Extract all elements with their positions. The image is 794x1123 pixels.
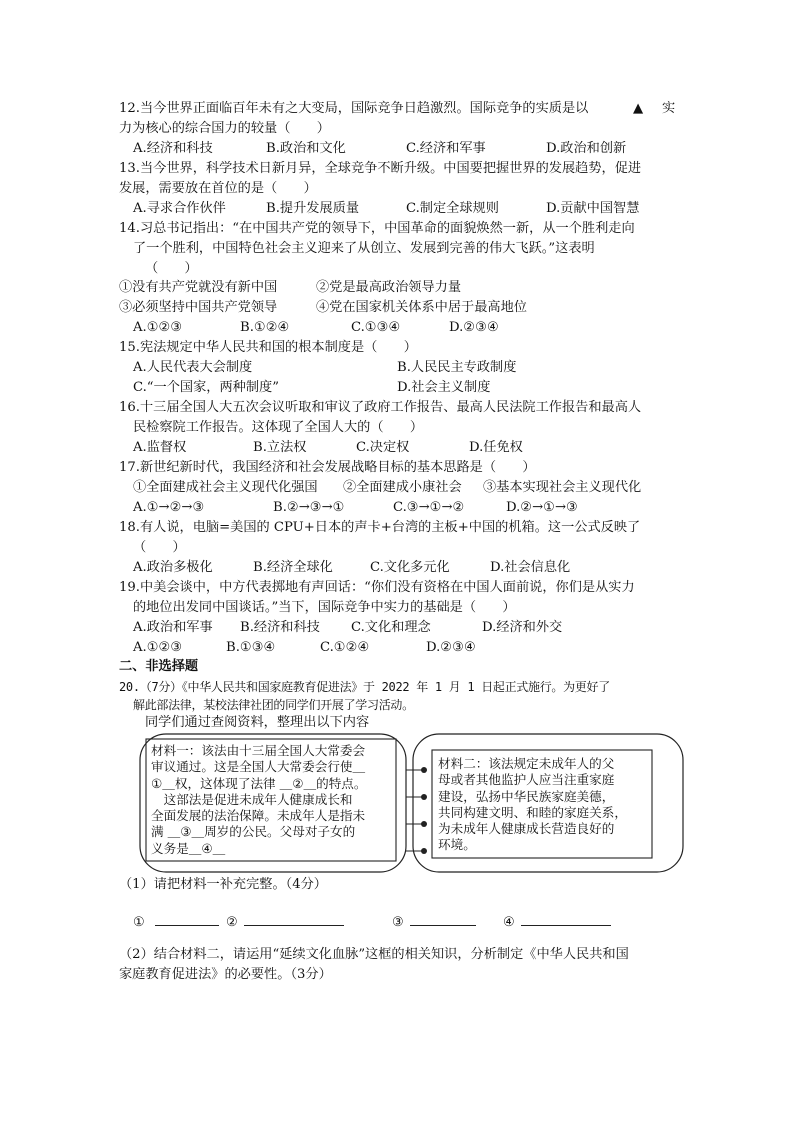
blank-3-label: ③: [392, 915, 404, 930]
q12-option-b: B.政治和文化: [266, 141, 346, 156]
q16-option-c: C.决定权: [356, 440, 410, 455]
q19-option-d: D.经济和外交: [482, 620, 563, 635]
q14-stem-line1: 14.习总书记指出：“在中国共产党的领导下，中国革命的面貌焕然一新，从一个胜利走向: [119, 221, 635, 236]
q16-option-a: A.监督权: [133, 440, 187, 455]
material-two-line: 母或者其他监护人应当注重家庭: [438, 772, 615, 788]
q14-stem-line2: 了一个胜利，中国特色社会主义迎来了从创立、发展到完善的伟大飞跃。”这表明: [133, 241, 595, 256]
q18-option-b: B.经济全球化: [253, 560, 333, 575]
material-one-line: 满 ＿③＿周岁的公民。父母对子女的: [151, 824, 356, 840]
material-two-text: [438, 756, 627, 854]
q12-stem-line2: 力为核心的综合国力的较量（ ）: [119, 121, 330, 136]
connector-dot-2: [421, 794, 427, 800]
q16-option-d: D.任免权: [469, 440, 523, 455]
q13-stem-line2: 发展，需要放在首位的是（ ）: [119, 181, 317, 196]
extra-option-d: D.②③④: [426, 640, 476, 655]
q12-marker: ▲: [633, 101, 644, 116]
q13-option-b: B.提升发展质量: [266, 201, 360, 216]
q17-option-a: A.①→②→③: [133, 500, 205, 515]
q20-sub2-line1: （2）结合材料二，请运用“延续文化血脉”这框的相关知识，分析制定《中华人民共和国: [119, 947, 629, 962]
q12-option-d: D.政治和创新: [546, 141, 627, 156]
q17-statement-1: ①全面建成社会主义现代化强国: [133, 480, 318, 495]
blank-4-label: ④: [503, 915, 515, 930]
q12-stem-line1-end: 实: [662, 101, 676, 116]
q20-sub1: （1）请把材料一补充完整。（4分）: [119, 877, 327, 892]
q15-option-a: A.人民代表大会制度: [133, 360, 253, 375]
blank-1-line[interactable]: [155, 911, 219, 926]
q20-intro-line3: 同学们通过查阅资料，整理出以下内容: [145, 715, 370, 730]
q17-statement-3: ③基本实现社会主义现代化: [483, 480, 642, 495]
q18-option-a: A.政治多极化: [133, 560, 213, 575]
q13-option-c: C.制定全球规则: [406, 201, 499, 216]
q13-option-a: A.寻求合作伙伴: [133, 201, 226, 216]
q15-option-c: C.“一个国家，两种制度”: [133, 380, 279, 395]
q20-intro-line1: 20.（7分）《中华人民共和国家庭教育促进法》于 2022 年 1 月 1 日起正式施行。为更好了: [119, 680, 610, 694]
answer-blank-3[interactable]: [392, 911, 476, 932]
q14-option-a: A.①②③: [133, 320, 183, 335]
q19-option-a: A.政治和军事: [133, 620, 213, 635]
blank-1-label: ①: [133, 915, 145, 930]
extra-option-c: C.①②④: [320, 640, 370, 655]
q13-stem-line1: 13.当今世界，科学技术日新月异，全球竞争不断升级。中国要把握世界的发展趋势，促进: [119, 161, 642, 176]
blank-3-line[interactable]: [410, 911, 476, 926]
material-one-line: 义务是＿④＿: [151, 840, 226, 856]
material-one-line: ①＿权，这体现了法律 ＿②＿的特点。: [151, 775, 367, 791]
material-two-line: 环境。: [438, 837, 476, 853]
material-one-line: 材料一：该法由十三届全国人大常委会: [151, 743, 366, 758]
q14-option-c: C.①③④: [351, 320, 401, 335]
q18-option-c: C.文化多元化: [370, 560, 450, 575]
q20-sub2-line2: 家庭教育促进法》的必要性。（3分）: [119, 967, 332, 982]
material-two-line: 建设，弘扬中华民族家庭美德，: [438, 788, 615, 804]
connector-dot-3: [421, 821, 427, 827]
q14-stem-line3: （ ）: [145, 261, 198, 276]
answer-blank-1[interactable]: [133, 911, 219, 932]
q12-option-c: C.经济和军事: [406, 141, 486, 156]
q14-statement-4: ④党在国家机关体系中居于最高地位: [316, 300, 527, 315]
q14-statement-3: ③必须坚持中国共产党领导: [119, 300, 278, 315]
material-two-line: 共同构建文明、和睦的家庭关系，: [438, 804, 627, 820]
q14-option-b: B.①②④: [240, 320, 290, 335]
material-one-line: 这部法是促进未成年人健康成长和: [151, 791, 353, 807]
material-one-text: [151, 743, 367, 857]
section2-title: 二、非选择题: [119, 659, 199, 674]
extra-option-b: B.①③④: [226, 640, 276, 655]
q17-stem-line1: 17.新世纪新时代，我国经济和社会发展战略目标的基本思路是（ ）: [119, 460, 536, 475]
q12-option-a: A.经济和科技: [133, 141, 213, 156]
q14-statement-2: ②党是最高政治领导力量: [316, 280, 462, 295]
q15-stem-line1: 15.宪法规定中华人民共和国的根本制度是（ ）: [119, 340, 417, 355]
q17-option-d: D.②→①→③: [506, 500, 578, 515]
q17-option-b: B.②→③→①: [273, 500, 345, 515]
connector-dot-4: [421, 848, 427, 854]
answer-blank-4[interactable]: [503, 911, 611, 932]
material-two-line: 为未成年人健康成长营造良好的: [438, 821, 615, 837]
q19-option-c: C.文化和理念: [351, 620, 431, 635]
q19-stem-line1: 19.中美会谈中，中方代表掷地有声回话：“你们没有资格在中国人面前说，你们是从实力: [119, 580, 635, 595]
q13-option-d: D.贡献中国智慧: [546, 201, 640, 216]
q16-option-b: B.立法权: [253, 440, 307, 455]
blank-2-line[interactable]: [244, 911, 344, 926]
answer-blank-2[interactable]: [226, 911, 344, 932]
q14-statement-1: ①没有共产党就没有新中国: [119, 280, 278, 295]
extra-option-a: A.①②③: [133, 640, 183, 655]
q18-option-d: D.社会信息化: [490, 560, 571, 575]
material-one-line: 全面发展的法治保障。未成年人是指未: [151, 808, 366, 824]
q12-stem-line1: 12.当今世界正面临百年未有之大变局，国际竞争日趋激烈。国际竞争的实质是以: [119, 101, 589, 116]
material-one-line: 审议通过。这是全国人大常委会行使＿: [151, 759, 366, 775]
connector-dot-1: [421, 767, 427, 773]
q16-stem-line1: 16.十三届全国人大五次会议听取和审议了政府工作报告、最高人民法院工作报告和最高人: [119, 400, 642, 415]
material-two-line: 材料二：该法规定未成年人的父: [438, 756, 615, 771]
q18-stem-line1: 18.有人说，电脑=美国的 CPU+日本的声卡+台湾的主板+中国的机箱。这一公式反映了: [119, 520, 641, 535]
q17-statement-2: ②全面建成小康社会: [343, 480, 462, 495]
q16-stem-line2: 民检察院工作报告。这体现了全国人大的（ ）: [133, 420, 424, 435]
q20-intro-line2: 解此部法律，某校法律社团的同学们开展了学习活动。: [133, 698, 414, 712]
q17-option-c: C.③→①→②: [393, 500, 465, 515]
blank-4-line[interactable]: [521, 911, 611, 926]
q19-stem-line2: 的地位出发同中国谈话。”当下，国际竞争中实力的基础是（ ）: [133, 600, 516, 615]
q18-stem-line2: （ ）: [133, 540, 186, 555]
q14-option-d: D.②③④: [449, 320, 499, 335]
q15-option-b: B.人民民主专政制度: [397, 360, 517, 375]
q15-option-d: D.社会主义制度: [397, 380, 491, 395]
q19-option-b: B.经济和科技: [240, 620, 320, 635]
blank-2-label: ②: [226, 915, 238, 930]
